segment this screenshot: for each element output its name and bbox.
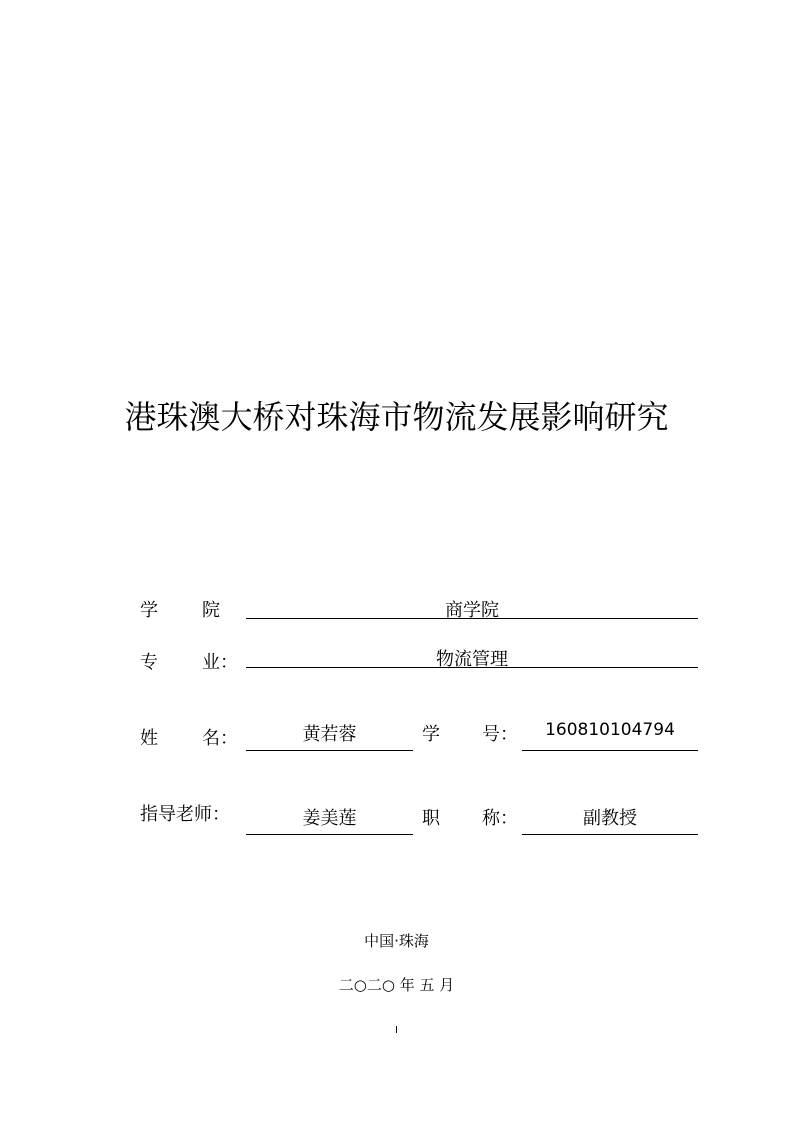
advisor-value: 姜美莲 — [302, 808, 357, 829]
major-underline — [246, 667, 698, 668]
student-id-label-1: 学 — [422, 724, 440, 745]
rank-underline — [522, 834, 698, 835]
advisor-label: 指导老师： — [140, 804, 230, 825]
name-underline — [246, 750, 413, 751]
location: 中国·珠海 — [364, 932, 429, 950]
rank-label-1: 职 — [422, 808, 440, 829]
college-label-1: 学 — [140, 600, 158, 621]
thesis-title: 港珠澳大桥对珠海市物流发展影响研究 — [124, 398, 669, 436]
advisor-underline — [246, 834, 413, 835]
major-label-2: 业： — [202, 652, 238, 673]
page-number: I — [395, 1025, 398, 1036]
college-underline — [246, 618, 698, 619]
student-id-label-2: 号： — [482, 724, 518, 745]
major-label-1: 专 — [140, 652, 158, 673]
college-value: 商学院 — [445, 600, 499, 621]
name-value: 黄若蓉 — [302, 724, 357, 745]
rank-label-2: 称： — [482, 808, 518, 829]
rank-value: 副教授 — [583, 808, 637, 829]
name-label-2: 名： — [202, 728, 238, 749]
student-id-underline — [522, 750, 698, 751]
name-label-1: 姓 — [140, 728, 158, 749]
date: 二○二○ 年 五 月 — [338, 976, 455, 994]
major-value: 物流管理 — [436, 649, 508, 670]
student-id-value: 160810104794 — [545, 720, 675, 740]
college-label-2: 院 — [202, 600, 220, 621]
